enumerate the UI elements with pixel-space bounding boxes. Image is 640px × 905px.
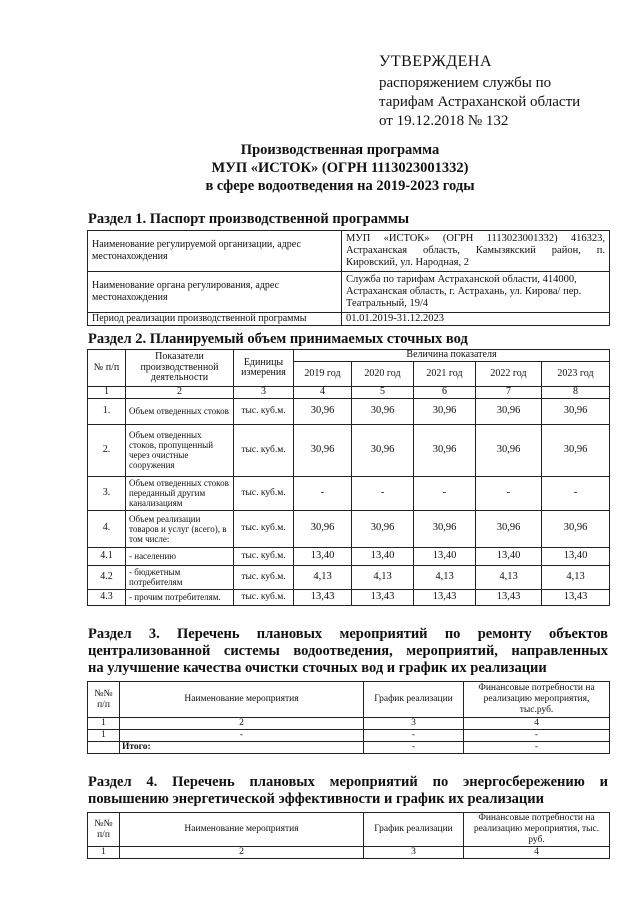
row-name: Объем отведенных стоков	[126, 398, 234, 424]
row-finance: -	[464, 730, 610, 742]
row-value: -	[476, 476, 542, 510]
col-number-row	[88, 847, 610, 859]
col-number: 6	[414, 387, 476, 399]
col-number: 2	[126, 387, 234, 399]
table-header-row	[88, 350, 610, 362]
row-value: 13,43	[294, 589, 352, 605]
document-title	[60, 141, 620, 195]
table-row	[88, 476, 610, 510]
row-value: 4,13	[352, 565, 414, 589]
row-value: 30,96	[294, 424, 352, 476]
row-num: 4.1	[88, 547, 126, 565]
row-value: 13,40	[414, 547, 476, 565]
row-value: 30,96	[476, 398, 542, 424]
table-row	[88, 589, 610, 605]
row-value: -	[352, 476, 414, 510]
col-header-year: 2023 год	[542, 362, 610, 387]
col-header-indicator: Показатели производственной деятельности	[126, 350, 234, 387]
approval-block	[379, 52, 629, 131]
passport-label: Наименование органа регулирования, адрес местонахождения	[88, 272, 342, 313]
row-num: 4.3	[88, 589, 126, 605]
row-name: Объем реализации товаров и услуг (всего), в том числе:	[126, 510, 234, 547]
row-unit: тыс. куб.м.	[234, 398, 294, 424]
col-header-year: 2021 год	[414, 362, 476, 387]
row-value: 13,43	[542, 589, 610, 605]
total-finance: -	[464, 742, 610, 754]
row-value: 13,40	[352, 547, 414, 565]
document-title-line: в сфере водоотведения на 2019-2023 годы	[205, 178, 475, 194]
col-number: 3	[364, 718, 464, 730]
row-name: - бюджетным потребителям	[126, 565, 234, 589]
row-value: -	[294, 476, 352, 510]
row-value: 30,96	[352, 424, 414, 476]
row-num: 1	[88, 730, 120, 742]
row-value: 13,43	[414, 589, 476, 605]
col-number: 4	[294, 387, 352, 399]
approval-line: от 19.12.2018 № 132	[379, 113, 509, 129]
row-value: 30,96	[352, 510, 414, 547]
col-number: 1	[88, 718, 120, 730]
table-row	[88, 272, 610, 313]
volume-table	[87, 349, 610, 606]
section3-heading-line: Раздел 3. Перечень плановых мероприятий по ремонту объектов	[88, 626, 608, 642]
row-value: 30,96	[294, 510, 352, 547]
col-header-num: №№ п/п	[88, 682, 120, 718]
row-value: -	[414, 476, 476, 510]
row-num: 3.	[88, 476, 126, 510]
col-number: 1	[88, 387, 126, 399]
col-header-num: № п/п	[88, 350, 126, 387]
row-num: 1.	[88, 398, 126, 424]
section4-heading	[88, 774, 608, 808]
col-header-year: 2022 год	[476, 362, 542, 387]
col-number: 5	[352, 387, 414, 399]
passport-label: Наименование регулируемой организации, адрес местонахождения	[88, 231, 342, 272]
row-unit: тыс. куб.м.	[234, 424, 294, 476]
section3-heading	[88, 626, 608, 677]
col-header-year: 2019 год	[294, 362, 352, 387]
row-value: 4,13	[542, 565, 610, 589]
row-unit: тыс. куб.м.	[234, 565, 294, 589]
table-row	[88, 231, 610, 272]
total-label: Итого:	[120, 742, 364, 754]
table-row	[88, 565, 610, 589]
row-value: 13,43	[476, 589, 542, 605]
total-schedule: -	[364, 742, 464, 754]
section4-heading-line: Раздел 4. Перечень плановых мероприятий по энергосбережению и	[88, 774, 608, 790]
col-number: 8	[542, 387, 610, 399]
row-unit: тыс. куб.м.	[234, 510, 294, 547]
col-number: 4	[464, 718, 610, 730]
table-row	[88, 547, 610, 565]
col-number: 3	[234, 387, 294, 399]
document-title-line: Производственная программа	[240, 142, 440, 158]
col-header-name: Наименование мероприятия	[120, 813, 364, 847]
row-num: 4.	[88, 510, 126, 547]
row-value: 13,43	[352, 589, 414, 605]
section1-heading: Раздел 1. Паспорт производственной программы	[88, 211, 410, 227]
passport-table	[87, 230, 610, 326]
col-header-name: Наименование мероприятия	[120, 682, 364, 718]
col-number-row	[88, 387, 610, 399]
section3-heading-line: на улучшение качества очистки сточных вод и график их реализации	[88, 660, 547, 676]
col-header-finance: Финансовые потребности на реализацию мероприятия, тыс. руб.	[464, 813, 610, 847]
col-number-row	[88, 718, 610, 730]
col-number: 4	[464, 847, 610, 859]
row-value: 30,96	[294, 398, 352, 424]
approval-line: распоряжением службы по	[379, 75, 552, 91]
row-value: 30,96	[414, 398, 476, 424]
row-num: 2.	[88, 424, 126, 476]
col-header-schedule: График реализации	[364, 813, 464, 847]
repair-measures-table	[87, 681, 610, 754]
col-header-finance: Финансовые потребности на реализацию мероприятия, тыс.руб.	[464, 682, 610, 718]
table-row	[88, 398, 610, 424]
row-num: 4.2	[88, 565, 126, 589]
row-value: 30,96	[476, 510, 542, 547]
passport-value: МУП «ИСТОК» (ОГРН 1113023001332) 416323, Астраханская область, Камызякский район, п. Кировский, ул. Народная, 2	[342, 231, 610, 272]
col-header-value-group: Величина показателя	[294, 350, 610, 362]
col-number: 1	[88, 847, 120, 859]
row-schedule: -	[364, 730, 464, 742]
total-row	[88, 742, 610, 754]
col-number: 2	[120, 718, 364, 730]
col-number: 2	[120, 847, 364, 859]
section2-heading: Раздел 2. Планируемый объем принимаемых сточных вод	[88, 331, 468, 347]
row-value: 30,96	[542, 510, 610, 547]
row-value: 13,40	[294, 547, 352, 565]
row-name: -	[120, 730, 364, 742]
row-value: 13,40	[542, 547, 610, 565]
col-header-year: 2020 год	[352, 362, 414, 387]
table-row	[88, 510, 610, 547]
passport-label: Период реализации производственной программы	[88, 313, 342, 326]
energy-measures-table	[87, 812, 610, 859]
row-name: Объем отведенных стоков переданный другим канализациям	[126, 476, 234, 510]
approval-title: УТВЕРЖДЕНА	[379, 53, 493, 70]
row-unit: тыс. куб.м.	[234, 547, 294, 565]
row-value: 13,40	[476, 547, 542, 565]
row-value: 4,13	[476, 565, 542, 589]
row-value: 4,13	[294, 565, 352, 589]
table-row	[88, 313, 610, 326]
row-value: 30,96	[542, 398, 610, 424]
col-number: 7	[476, 387, 542, 399]
section3-heading-line: централизованной системы водоотведения, мероприятий, направленных	[88, 643, 608, 659]
document-title-line: МУП «ИСТОК» (ОГРН 1113023001332)	[211, 160, 469, 176]
passport-value: Служба по тарифам Астраханской области, 414000, Астраханская область, г. Астрахань, ул. Кирова/ пер. Театральный, 19/4	[342, 272, 610, 313]
row-value: -	[542, 476, 610, 510]
row-value: 30,96	[542, 424, 610, 476]
row-value: 30,96	[414, 424, 476, 476]
passport-value: 01.01.2019-31.12.2023	[342, 313, 610, 326]
table-row	[88, 730, 610, 742]
table-row	[88, 424, 610, 476]
col-number: 3	[364, 847, 464, 859]
section4-heading-line: повышению энергетической эффективности и график их реализации	[88, 791, 544, 807]
row-unit: тыс. куб.м.	[234, 589, 294, 605]
col-header-num: №№ п/п	[88, 813, 120, 847]
col-header-unit: Единицы измерения	[234, 350, 294, 387]
row-value: 30,96	[414, 510, 476, 547]
row-value: 30,96	[476, 424, 542, 476]
row-value: 30,96	[352, 398, 414, 424]
col-header-schedule: График реализации	[364, 682, 464, 718]
row-name: - населению	[126, 547, 234, 565]
approval-line: тарифам Астраханской области	[379, 94, 581, 110]
row-unit: тыс. куб.м.	[234, 476, 294, 510]
row-name: Объем отведенных стоков, пропущенный через очистные сооружения	[126, 424, 234, 476]
row-name: - прочим потребителям.	[126, 589, 234, 605]
row-value: 4,13	[414, 565, 476, 589]
table-header-row	[88, 813, 610, 847]
total-num	[88, 742, 120, 754]
table-header-row	[88, 682, 610, 718]
